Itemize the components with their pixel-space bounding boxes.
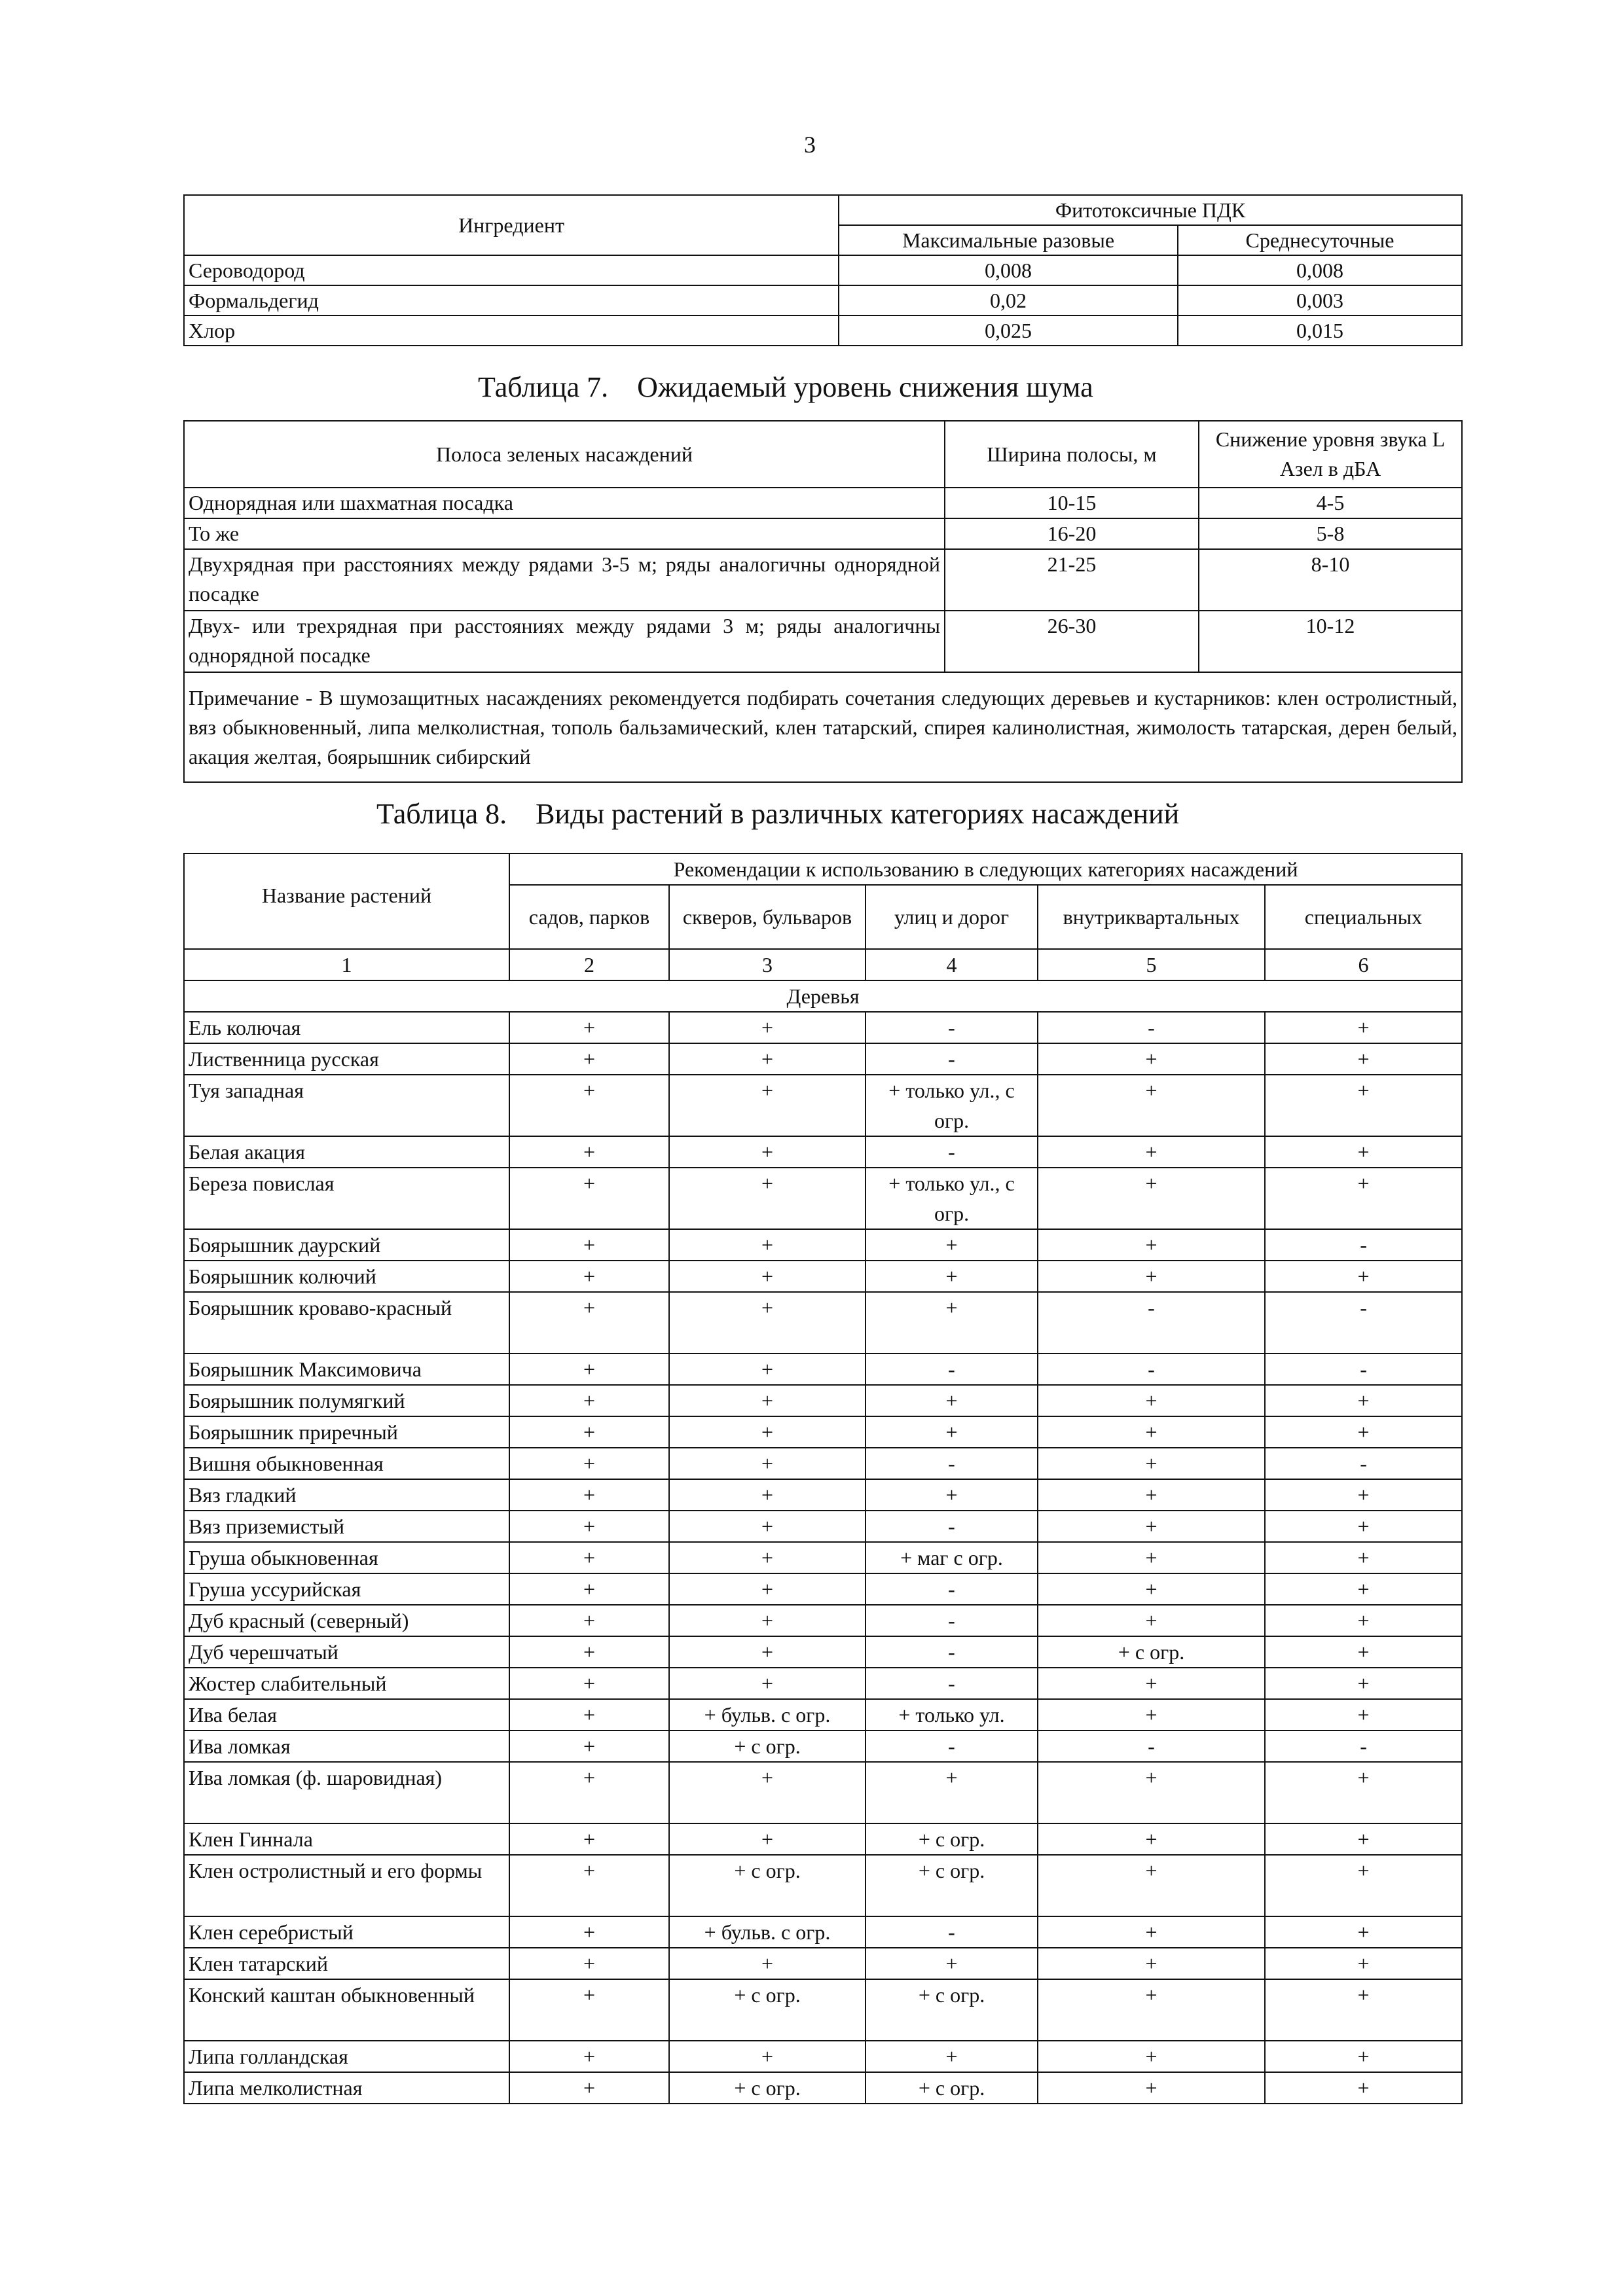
noise-reduction: 4-5 (1199, 488, 1462, 518)
strip-width: 16-20 (945, 518, 1199, 549)
page-number: 3 (804, 132, 816, 158)
intra-block-value: + (1038, 1668, 1265, 1699)
intra-block-value: + (1038, 1823, 1265, 1855)
special-value: + (1265, 2072, 1462, 2104)
intra-block-value: + (1038, 1855, 1265, 1916)
plant-name: Боярышник приречный (184, 1416, 509, 1448)
squares-boulevards-value: + с огр. (669, 1731, 866, 1762)
plant-name: Боярышник полумягкий (184, 1385, 509, 1416)
streets-roads-value: + (866, 1385, 1038, 1416)
gardens-parks-value: + (509, 1668, 669, 1699)
streets-roads-value: + только ул., с огр. (866, 1075, 1038, 1136)
gardens-parks-value: + (509, 1354, 669, 1385)
intra-block-value: - (1038, 1354, 1265, 1385)
plant-name: Ель колючая (184, 1012, 509, 1043)
special-value: + (1265, 1542, 1462, 1573)
strip-type: Двух- или трехрядная при расстояниях между рядами 3 м; ряды аналогичны однорядной посадке (184, 611, 945, 672)
ingredient-name: Хлор (184, 315, 839, 346)
squares-boulevards-value: + (669, 1762, 866, 1823)
gardens-parks-value: + (509, 1916, 669, 1948)
squares-boulevards-value: + (669, 1636, 866, 1668)
special-value: + (1265, 2041, 1462, 2072)
table-row (184, 1636, 1462, 1668)
header-phytotoxic-pdk: Фитотоксичные ПДК (839, 195, 1462, 225)
special-value: + (1265, 1699, 1462, 1731)
table-row (184, 488, 1462, 518)
intra-block-value: + (1038, 1916, 1265, 1948)
special-value: + (1265, 1636, 1462, 1668)
noise-reduction: 5-8 (1199, 518, 1462, 549)
squares-boulevards-value: + с огр. (669, 1979, 866, 2041)
streets-roads-value: + (866, 1229, 1038, 1261)
plant-name: Боярышник Максимовича (184, 1354, 509, 1385)
intra-block-value: + (1038, 1542, 1265, 1573)
table-row (184, 1354, 1462, 1385)
table-row (184, 1012, 1462, 1043)
intra-block-value: + (1038, 1448, 1265, 1479)
intra-block-value: + с огр. (1038, 1636, 1265, 1668)
strip-width: 10-15 (945, 488, 1199, 518)
gardens-parks-value: + (509, 1261, 669, 1292)
special-value: - (1265, 1448, 1462, 1479)
special-value: + (1265, 1168, 1462, 1229)
gardens-parks-value: + (509, 2041, 669, 2072)
table-row (184, 1261, 1462, 1292)
squares-boulevards-value: + (669, 1605, 866, 1636)
table-row (184, 1075, 1462, 1136)
intra-block-value: - (1038, 1012, 1265, 1043)
streets-roads-value: - (866, 1916, 1038, 1948)
streets-roads-value: - (866, 1012, 1038, 1043)
gardens-parks-value: + (509, 1292, 669, 1354)
table7-caption: Таблица 7. Ожидаемый уровень снижения шума (478, 371, 1093, 403)
table-row (184, 1043, 1462, 1075)
plant-name: Дуб красный (северный) (184, 1605, 509, 1636)
special-value: - (1265, 1292, 1462, 1354)
special-value: + (1265, 1012, 1462, 1043)
streets-roads-value: + (866, 1762, 1038, 1823)
streets-roads-value: - (866, 1354, 1038, 1385)
streets-roads-value: + только ул. (866, 1699, 1038, 1731)
plant-name: Липа голландская (184, 2041, 509, 2072)
header-plant-name: Название растений (184, 853, 509, 949)
plant-name: Белая акация (184, 1136, 509, 1168)
table-row (184, 1605, 1462, 1636)
intra-block-value: + (1038, 1979, 1265, 2041)
squares-boulevards-value: + (669, 1292, 866, 1354)
table-row (184, 1136, 1462, 1168)
table-row (184, 1668, 1462, 1699)
plant-name: Клен остролистный и его формы (184, 1855, 509, 1916)
gardens-parks-value: + (509, 1731, 669, 1762)
streets-roads-value: + (866, 1948, 1038, 1979)
strip-width: 21-25 (945, 549, 1199, 611)
streets-roads-value: + с огр. (866, 1823, 1038, 1855)
special-value: + (1265, 1855, 1462, 1916)
squares-boulevards-value: + (669, 1573, 866, 1605)
intra-block-value: + (1038, 1605, 1265, 1636)
table-row (184, 1416, 1462, 1448)
streets-roads-value: + с огр. (866, 1855, 1038, 1916)
noise-reduction: 8-10 (1199, 549, 1462, 611)
header-streets-roads: улиц и дорог (866, 885, 1038, 949)
table-row (184, 285, 1462, 315)
table-row (184, 1762, 1462, 1823)
special-value: + (1265, 1136, 1462, 1168)
table-row (184, 315, 1462, 346)
special-value: + (1265, 1385, 1462, 1416)
gardens-parks-value: + (509, 1416, 669, 1448)
squares-boulevards-value: + бульв. с огр. (669, 1916, 866, 1948)
squares-boulevards-value: + (669, 2041, 866, 2072)
header-max-single: Максимальные разовые (839, 225, 1178, 255)
intra-block-value: + (1038, 1168, 1265, 1229)
squares-boulevards-value: + (669, 1168, 866, 1229)
squares-boulevards-value: + (669, 1668, 866, 1699)
squares-boulevards-value: + (669, 1479, 866, 1511)
gardens-parks-value: + (509, 1762, 669, 1823)
squares-boulevards-value: + (669, 1012, 866, 1043)
special-value: - (1265, 1731, 1462, 1762)
noise-reduction-table (183, 420, 1463, 783)
table-row (184, 1479, 1462, 1511)
plant-name: Ива белая (184, 1699, 509, 1731)
special-value: + (1265, 1668, 1462, 1699)
group-trees: Деревья (184, 980, 1462, 1012)
max-value: 0,025 (839, 315, 1178, 346)
table-row (184, 1542, 1462, 1573)
noise-reduction: 10-12 (1199, 611, 1462, 672)
plant-name: Жостер слабительный (184, 1668, 509, 1699)
gardens-parks-value: + (509, 1573, 669, 1605)
gardens-parks-value: + (509, 1699, 669, 1731)
strip-type: Однорядная или шахматная посадка (184, 488, 945, 518)
column-number: 5 (1038, 949, 1265, 980)
streets-roads-value: - (866, 1043, 1038, 1075)
gardens-parks-value: + (509, 1823, 669, 1855)
special-value: + (1265, 1916, 1462, 1948)
header-ingredient: Ингредиент (184, 195, 839, 255)
gardens-parks-value: + (509, 1168, 669, 1229)
plant-rows (184, 1012, 1462, 2104)
plant-name: Боярышник кроваво-красный (184, 1292, 509, 1354)
streets-roads-value: - (866, 1668, 1038, 1699)
special-value: + (1265, 1043, 1462, 1075)
streets-roads-value: + только ул., с огр. (866, 1168, 1038, 1229)
plant-name: Туя западная (184, 1075, 509, 1136)
table-row (184, 611, 1462, 672)
column-number: 4 (866, 949, 1038, 980)
header-daily-average: Среднесуточные (1178, 225, 1462, 255)
squares-boulevards-value: + (669, 1948, 866, 1979)
daily-value: 0,003 (1178, 285, 1462, 315)
streets-roads-value: - (866, 1136, 1038, 1168)
plant-name: Лиственница русская (184, 1043, 509, 1075)
table-row (184, 1823, 1462, 1855)
special-value: - (1265, 1354, 1462, 1385)
table-row (184, 1699, 1462, 1731)
intra-block-value: + (1038, 1075, 1265, 1136)
header-squares-boulevards: скверов, бульваров (669, 885, 866, 949)
intra-block-value: + (1038, 1699, 1265, 1731)
plant-name: Вяз приземистый (184, 1511, 509, 1542)
gardens-parks-value: + (509, 1385, 669, 1416)
special-value: + (1265, 1416, 1462, 1448)
streets-roads-value: + с огр. (866, 1979, 1038, 2041)
plant-name: Боярышник колючий (184, 1261, 509, 1292)
squares-boulevards-value: + с огр. (669, 2072, 866, 2104)
gardens-parks-value: + (509, 1511, 669, 1542)
plant-name: Конский каштан обыкновенный (184, 1979, 509, 2041)
column-number: 6 (1265, 949, 1462, 980)
daily-value: 0,015 (1178, 315, 1462, 346)
column-number: 3 (669, 949, 866, 980)
table-row (184, 1573, 1462, 1605)
gardens-parks-value: + (509, 1043, 669, 1075)
intra-block-value: + (1038, 1511, 1265, 1542)
gardens-parks-value: + (509, 1979, 669, 2041)
intra-block-value: + (1038, 1229, 1265, 1261)
table-row (184, 1979, 1462, 2041)
streets-roads-value: + (866, 2041, 1038, 2072)
plant-name: Липа мелколистная (184, 2072, 509, 2104)
streets-roads-value: - (866, 1448, 1038, 1479)
streets-roads-value: + с огр. (866, 2072, 1038, 2104)
plant-name: Вишня обыкновенная (184, 1448, 509, 1479)
gardens-parks-value: + (509, 1136, 669, 1168)
squares-boulevards-value: + (669, 1229, 866, 1261)
intra-block-value: + (1038, 1762, 1265, 1823)
ingredient-name: Сероводород (184, 255, 839, 285)
squares-boulevards-value: + (669, 1511, 866, 1542)
column-number: 1 (184, 949, 509, 980)
gardens-parks-value: + (509, 1012, 669, 1043)
squares-boulevards-value: + (669, 1261, 866, 1292)
table7-note: Примечание - В шумозащитных насаждениях рекомендуется подбирать сочетания следующих деревьев и кустарников: клен остролистный, вяз обыкновенный, липа мелколистная, тополь бальзамический, клен татарский, спирея калинолистная, жимолость татарская, дерен белый, акация желтая, боярышник сибирский (184, 672, 1462, 782)
squares-boulevards-value: + с огр. (669, 1855, 866, 1916)
column-number: 2 (509, 949, 669, 980)
special-value: + (1265, 1261, 1462, 1292)
table-row (184, 1731, 1462, 1762)
gardens-parks-value: + (509, 1229, 669, 1261)
squares-boulevards-value: + (669, 1385, 866, 1416)
intra-block-value: + (1038, 1479, 1265, 1511)
table-row (184, 1855, 1462, 1916)
special-value: + (1265, 1823, 1462, 1855)
intra-block-value: + (1038, 1136, 1265, 1168)
streets-roads-value: + (866, 1479, 1038, 1511)
header-recommendations: Рекомендации к использованию в следующих категориях насаждений (509, 853, 1462, 885)
streets-roads-value: + (866, 1416, 1038, 1448)
intra-block-value: - (1038, 1731, 1265, 1762)
intra-block-value: + (1038, 1573, 1265, 1605)
header-special: специальных (1265, 885, 1462, 949)
table-row (184, 1168, 1462, 1229)
squares-boulevards-value: + (669, 1448, 866, 1479)
strip-width: 26-30 (945, 611, 1199, 672)
gardens-parks-value: + (509, 1075, 669, 1136)
plant-name: Ива ломкая (ф. шаровидная) (184, 1762, 509, 1823)
squares-boulevards-value: + (669, 1354, 866, 1385)
header-width: Ширина полосы, м (945, 421, 1199, 488)
table-row (184, 2041, 1462, 2072)
header-strip: Полоса зеленых насаждений (184, 421, 945, 488)
plant-name: Груша уссурийская (184, 1573, 509, 1605)
streets-roads-value: + (866, 1261, 1038, 1292)
header-reduction: Снижение уровня звука L Азел в дБА (1199, 421, 1462, 488)
streets-roads-value: + маг с огр. (866, 1542, 1038, 1573)
streets-roads-value: - (866, 1573, 1038, 1605)
gardens-parks-value: + (509, 1479, 669, 1511)
intra-block-value: + (1038, 2072, 1265, 2104)
plant-categories-table (183, 853, 1463, 2104)
intra-block-value: + (1038, 1416, 1265, 1448)
special-value: + (1265, 1979, 1462, 2041)
squares-boulevards-value: + (669, 1043, 866, 1075)
table-row (184, 1448, 1462, 1479)
plant-name: Ива ломкая (184, 1731, 509, 1762)
streets-roads-value: - (866, 1511, 1038, 1542)
max-value: 0,008 (839, 255, 1178, 285)
gardens-parks-value: + (509, 1636, 669, 1668)
table-row (184, 1385, 1462, 1416)
daily-value: 0,008 (1178, 255, 1462, 285)
table-row (184, 1292, 1462, 1354)
intra-block-value: - (1038, 1292, 1265, 1354)
streets-roads-value: + (866, 1292, 1038, 1354)
intra-block-value: + (1038, 1385, 1265, 1416)
squares-boulevards-value: + (669, 1823, 866, 1855)
intra-block-value: + (1038, 1948, 1265, 1979)
plant-name: Дуб черешчатый (184, 1636, 509, 1668)
plant-name: Клен серебристый (184, 1916, 509, 1948)
header-gardens-parks: садов, парков (509, 885, 669, 949)
gardens-parks-value: + (509, 2072, 669, 2104)
special-value: + (1265, 1762, 1462, 1823)
plant-name: Боярышник даурский (184, 1229, 509, 1261)
gardens-parks-value: + (509, 1855, 669, 1916)
intra-block-value: + (1038, 1261, 1265, 1292)
plant-name: Береза повислая (184, 1168, 509, 1229)
plant-name: Груша обыкновенная (184, 1542, 509, 1573)
special-value: - (1265, 1229, 1462, 1261)
squares-boulevards-value: + бульв. с огр. (669, 1699, 866, 1731)
header-intra-block: внутриквартальных (1038, 885, 1265, 949)
intra-block-value: + (1038, 2041, 1265, 2072)
table-row (184, 1916, 1462, 1948)
gardens-parks-value: + (509, 1948, 669, 1979)
table-row (184, 518, 1462, 549)
strip-type: То же (184, 518, 945, 549)
table-row (184, 255, 1462, 285)
special-value: + (1265, 1511, 1462, 1542)
plant-name: Клен Гиннала (184, 1823, 509, 1855)
gardens-parks-value: + (509, 1542, 669, 1573)
plant-name: Клен татарский (184, 1948, 509, 1979)
streets-roads-value: - (866, 1636, 1038, 1668)
table-row (184, 549, 1462, 611)
table-row (184, 1948, 1462, 1979)
table8-caption: Таблица 8. Виды растений в различных категориях насаждений (376, 798, 1180, 830)
intra-block-value: + (1038, 1043, 1265, 1075)
table-row (184, 1511, 1462, 1542)
special-value: + (1265, 1573, 1462, 1605)
special-value: + (1265, 1479, 1462, 1511)
table-row (184, 1229, 1462, 1261)
special-value: + (1265, 1948, 1462, 1979)
max-value: 0,02 (839, 285, 1178, 315)
strip-type: Двухрядная при расстояниях между рядами 3-5 м; ряды аналогичны однорядной посадке (184, 549, 945, 611)
streets-roads-value: - (866, 1731, 1038, 1762)
special-value: + (1265, 1605, 1462, 1636)
special-value: + (1265, 1075, 1462, 1136)
squares-boulevards-value: + (669, 1075, 866, 1136)
squares-boulevards-value: + (669, 1136, 866, 1168)
squares-boulevards-value: + (669, 1542, 866, 1573)
phytotoxic-pdk-table (183, 194, 1463, 346)
table-row (184, 2072, 1462, 2104)
squares-boulevards-value: + (669, 1416, 866, 1448)
streets-roads-value: - (866, 1605, 1038, 1636)
ingredient-name: Формальдегид (184, 285, 839, 315)
gardens-parks-value: + (509, 1448, 669, 1479)
gardens-parks-value: + (509, 1605, 669, 1636)
plant-name: Вяз гладкий (184, 1479, 509, 1511)
